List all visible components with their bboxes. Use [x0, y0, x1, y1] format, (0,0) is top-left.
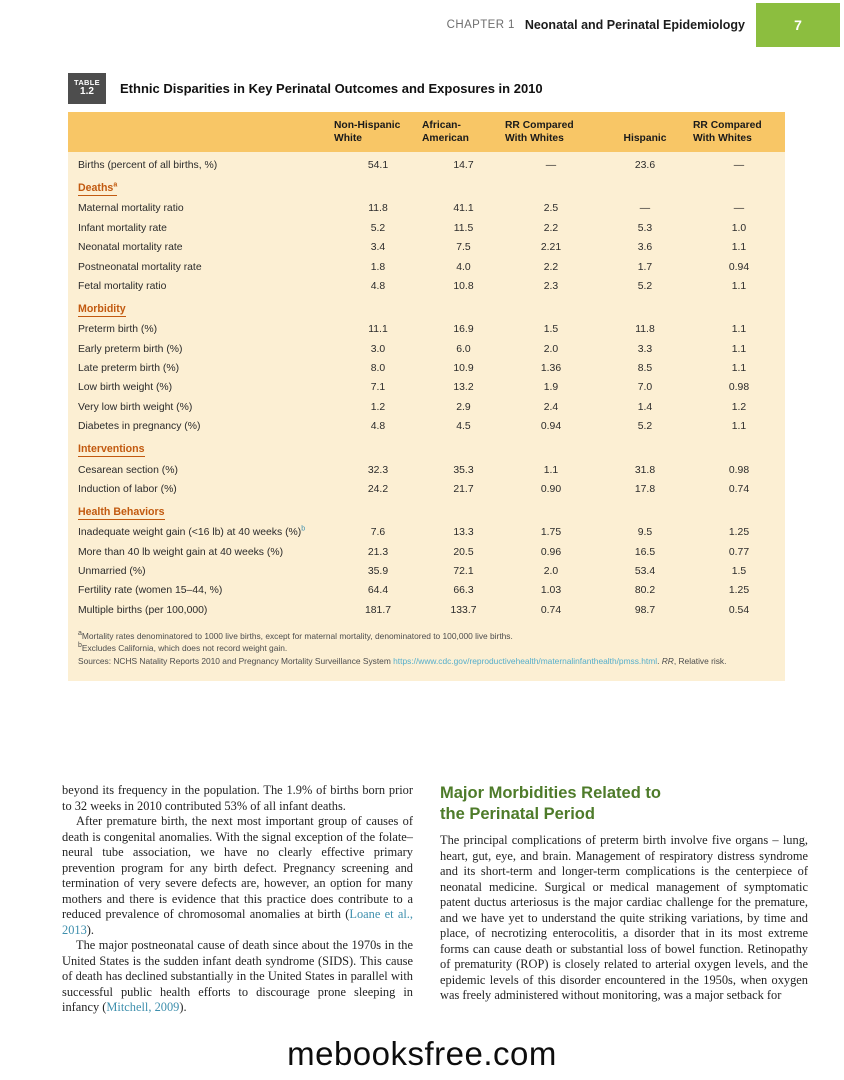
cell-value: 10.9: [453, 363, 474, 374]
cell-value: 35.3: [453, 464, 474, 476]
cell-value: 1.1: [731, 343, 747, 355]
cell-value: 20.5: [453, 546, 474, 558]
citation-link[interactable]: Mitchell, 2009: [106, 1000, 180, 1014]
text-run: After premature birth, the next most important group of causes of death is congenital anomalies. With the signal exception of the folate–neural tube association, we have no clearly effective primary prevention program for any birth defect. Pregnancy screening and termination of very severe defects are, however, an option for many mothers and there is evidence that this practice does contribute to a reduced prevalence of chromosomal anomalies at birth (: [62, 814, 413, 921]
footnote: $^a$Mortality rates denominatored to 1000 live births, except for maternal mortality, denominatored to 100,000 live births.: [78, 630, 513, 641]
cell-value: 0.77: [728, 546, 750, 558]
cell-value: 133.7: [450, 604, 477, 616]
cell-value: 11.8: [635, 324, 655, 336]
source-link[interactable]: https://www.cdc.gov/reproductivehealth/maternalinfanthealth/pmss.html: [393, 655, 658, 666]
cell-value: 16.5: [634, 546, 656, 558]
cell-value: 10.8: [453, 280, 474, 292]
column-header-label: Non-Hispanic White: [334, 120, 401, 145]
cell-value: 72.1: [453, 566, 474, 577]
cell-value: 8.5: [637, 363, 653, 374]
cell-value: 1.1: [731, 242, 747, 254]
table-row: [68, 581, 785, 600]
section-cell: [68, 175, 785, 199]
row-label: Fertility rate (women 15–44, %): [78, 585, 223, 597]
column-header: [505, 112, 597, 152]
column-header: [422, 112, 505, 152]
cell-value: 0.94: [728, 261, 750, 273]
table-1-2: [68, 73, 785, 681]
table-row: [68, 359, 785, 378]
cell-value: —: [545, 160, 557, 171]
table-row: [68, 417, 785, 436]
text-run: Excludes California, which does not record weight gain.: [81, 643, 288, 654]
cell-value: 64.4: [367, 585, 389, 597]
cell-value: 11.8: [368, 203, 388, 215]
column-header-label: RR Compared With Whites: [693, 120, 762, 145]
cell-value: 0.74: [540, 604, 562, 616]
paragraph: [62, 938, 413, 1016]
row-label: Late preterm birth (%): [78, 363, 180, 374]
table-band: [68, 112, 785, 681]
row-label: Births (percent of all births, %): [78, 160, 218, 171]
paragraph: [440, 833, 808, 1004]
cell-value: —: [733, 160, 745, 171]
cell-value: 21.7: [453, 483, 474, 495]
chapter-label: CHAPTER 1: [446, 19, 515, 31]
cell-value: 0.96: [540, 546, 562, 558]
cell-value: 5.2: [370, 222, 386, 234]
table-body: [68, 152, 785, 620]
table-row: [68, 378, 785, 397]
cell-value: 0.98: [728, 382, 750, 394]
cell-value: 21.3: [367, 546, 389, 558]
cell-value: 1.7: [637, 261, 653, 273]
paragraph: [62, 814, 413, 938]
cell-value: 5.3: [637, 222, 653, 234]
cell-value: 4.8: [370, 280, 386, 292]
cell-value: 1.36: [540, 363, 562, 374]
footnote: $^b$Excludes California, which does not record weight gain.: [78, 642, 288, 654]
cell-value: 1.2: [370, 401, 386, 413]
table-row: [68, 601, 785, 620]
cell-value: 4.5: [456, 421, 471, 433]
column-header: [334, 112, 422, 152]
cell-value: 3.3: [637, 343, 653, 355]
section-title-line: Major Morbidities Related to: [440, 784, 661, 802]
row-label: Induction of labor (%): [78, 483, 177, 495]
cell-value: 2.5: [543, 203, 559, 215]
body-columns: [62, 783, 808, 1016]
row-label: Unmarried (%): [78, 566, 146, 577]
cell-value: 13.2: [453, 382, 474, 394]
table-row: [68, 219, 785, 238]
row-label: Low birth weight (%): [78, 382, 173, 394]
cell-value: 24.2: [367, 483, 389, 495]
text-run: Sources: NCHS Natality Reports 2010 and Pregnancy Mortality Surveillance System: [78, 655, 394, 666]
cell-value: 4.8: [370, 421, 386, 433]
section-cell: [68, 296, 785, 320]
cell-value: 7.1: [370, 382, 386, 394]
cell-value: 1.9: [543, 382, 559, 394]
cell-value: 0.98: [728, 464, 750, 476]
cell-value: 1.8: [370, 261, 386, 273]
cell-value: 1.4: [637, 401, 653, 413]
cell-value: 1.75: [540, 527, 562, 539]
cell-value: 1.5: [731, 566, 747, 577]
cell-value: 1.1: [731, 421, 747, 433]
cell-value: 35.9: [367, 566, 389, 577]
section-heading: Morbidity: [78, 303, 126, 316]
table-header-row: [68, 112, 785, 152]
table-caption: [68, 73, 785, 104]
cell-value: —: [733, 203, 745, 215]
row-label: Fetal mortality ratio: [78, 280, 167, 292]
row-label: More than 40 lb weight gain at 40 weeks (%): [78, 546, 284, 558]
cell-value: 2.9: [456, 401, 471, 413]
row-label: Postneonatal mortality rate: [78, 261, 202, 273]
cell-value: 11.5: [453, 222, 474, 234]
cell-value: —: [639, 203, 651, 215]
column-header-label: RR Compared With Whites: [505, 120, 574, 145]
cell-value: 13.3: [453, 527, 474, 539]
cell-value: 80.2: [634, 585, 656, 597]
cell-value: 31.8: [634, 464, 656, 476]
table-row: [68, 238, 785, 257]
cell-value: 0.94: [540, 421, 562, 433]
column-header: [597, 112, 693, 152]
table-badge: [68, 73, 106, 104]
table-row: [68, 152, 785, 175]
cell-value: 16.9: [453, 324, 474, 336]
cell-value: 2.2: [543, 261, 559, 273]
cell-value: 3.0: [370, 343, 386, 355]
row-label: Infant mortality rate: [78, 222, 167, 234]
cell-value: 23.6: [634, 160, 656, 171]
table-section-row: [68, 296, 785, 320]
section-heading: Health Behaviors: [78, 506, 165, 519]
column-header-label: African-American: [422, 120, 469, 145]
cell-value: 1.1: [731, 363, 747, 374]
table-row: [68, 277, 785, 296]
row-label: Cesarean section (%): [78, 464, 178, 476]
cell-value: 1.1: [543, 464, 559, 476]
text-run: , Relative risk.: [673, 655, 727, 666]
chapter-title: Neonatal and Perinatal Epidemiology: [524, 18, 745, 32]
cell-value: 1.5: [543, 324, 559, 336]
section-heading: Interventions: [78, 443, 145, 456]
cell-value: 1.2: [731, 401, 747, 413]
table-badge-word: TABLE: [74, 78, 100, 88]
page-number: 7: [794, 17, 802, 33]
cell-value: 3.4: [370, 242, 386, 254]
watermark: mebooksfree.com: [287, 1035, 557, 1072]
row-label: Early preterm birth (%): [78, 343, 183, 355]
data-table: [68, 112, 785, 620]
row-label: Multiple births (per 100,000): [78, 604, 208, 616]
section-title: [440, 783, 808, 824]
cell-value: 4.0: [456, 261, 471, 273]
table-row: [68, 523, 785, 542]
table-section-row: [68, 499, 785, 523]
row-label-header: [68, 112, 334, 152]
section-cell: [68, 499, 785, 523]
text-run: The major postneonatal cause of death since about the 1970s in the United States is the sudden infant death syndrome (SIDS). This cause of death has declined substantially in the United States in parallel with successful public health efforts to discourage prone sleeping in infancy (: [62, 938, 413, 1014]
cell-value: 3.6: [637, 242, 653, 254]
cell-value: 1.03: [540, 585, 562, 597]
table-row: [68, 460, 785, 479]
text-run: Mortality rates denominatored to 1000 live births, except for maternal mortality, denominatored to 100,000 live births.: [81, 630, 513, 641]
table-title: Ethnic Disparities in Key Perinatal Outcomes and Exposures in 2010: [120, 81, 543, 96]
right-column-text: [440, 833, 808, 1004]
cell-value: 1.25: [728, 585, 750, 597]
cell-value: 7.5: [456, 242, 471, 254]
row-label: Diabetes in pregnancy (%): [78, 421, 201, 433]
cell-value: 1.25: [728, 527, 750, 539]
section-heading: Deaths$^a$: [78, 181, 118, 195]
text-run: The principal complications of preterm birth involve five organs – lung, heart, gut, eye, and brain. Management of respiratory distress syndrome and its short-term and longer-term complications is the centerpiece of neonatal medicine. Surgical or medical management of symptomatic patent ductus arteriosus is the major cardiac challenge for the premature, and we have yet to understand the quite striking variations, by time and place, of necrotizing enterocolitis, a disorder that in its most extreme forms can cause death or substantial loss of bowel function. Retinopathy of prematurity (ROP) is closely related to arterial oxygen levels, and the epidemic levels of this disorder encountered in the 1950s, when oxygen was freely administered without monitoring, was a major setback for: [440, 833, 808, 1002]
table-section-row: [68, 175, 785, 199]
cell-value: 2.4: [543, 401, 559, 413]
cell-value: 5.2: [637, 280, 653, 292]
cell-value: 2.0: [543, 566, 559, 577]
section-title-line: the Perinatal Period: [440, 804, 595, 823]
page-header: [0, 0, 844, 50]
cell-value: 1.1: [731, 280, 747, 292]
cell-value: 32.3: [367, 464, 389, 476]
cell-value: 11.1: [368, 324, 388, 336]
cell-value: 53.4: [634, 566, 656, 577]
column-header: [693, 112, 785, 152]
text-run: beyond its frequency in the population. The 1.9% of births born prior to 32 weeks in 2010 contributed 53% of all infant deaths.: [62, 783, 413, 813]
cell-value: 9.5: [637, 527, 653, 539]
cell-value: 54.1: [367, 160, 389, 171]
right-column: [440, 783, 808, 1016]
cell-value: 7.0: [637, 382, 653, 394]
cell-value: 181.7: [364, 604, 391, 616]
citation-link[interactable]: Loane et al., 2013: [62, 907, 413, 937]
section-cell: [68, 436, 785, 460]
left-column: [62, 783, 413, 1016]
cell-value: 8.0: [370, 363, 386, 374]
row-label: Preterm birth (%): [78, 324, 158, 336]
table-row: [68, 199, 785, 218]
cell-value: 17.8: [634, 483, 656, 495]
text-run: .: [657, 655, 662, 666]
table-row: [68, 398, 785, 417]
cell-value: 0.54: [728, 604, 750, 616]
table-footnotes: [68, 620, 785, 667]
cell-value: 6.0: [456, 343, 471, 355]
footnote: [78, 655, 785, 667]
table-row: [68, 480, 785, 499]
cell-value: 5.2: [637, 421, 653, 433]
cell-value: 2.3: [543, 280, 559, 292]
cell-value: 7.6: [370, 527, 386, 539]
table-head: [68, 112, 785, 152]
row-label: Maternal mortality ratio: [78, 203, 184, 215]
page-number-badge: [756, 3, 840, 47]
text-run: ).: [86, 922, 95, 937]
table-row: [68, 562, 785, 581]
cell-value: 66.3: [453, 585, 474, 597]
table-section-row: [68, 436, 785, 460]
cell-value: 0.74: [728, 483, 750, 495]
paragraph: [62, 783, 413, 814]
table-row: [68, 339, 785, 358]
row-label: Inadequate weight gain (<16 lb) at 40 weeks (%)$^b$: [78, 525, 306, 539]
text-run: ).: [179, 1000, 187, 1014]
table-row: [68, 257, 785, 276]
table-row: [68, 542, 785, 561]
cell-value: 1.0: [731, 222, 747, 234]
cell-value: 0.90: [540, 483, 562, 495]
text-run: RR: [661, 655, 674, 666]
cell-value: 41.1: [453, 203, 474, 215]
table-row: [68, 320, 785, 339]
cell-value: 2.2: [543, 222, 559, 234]
cell-value: 1.1: [731, 324, 747, 336]
row-label: Very low birth weight (%): [78, 401, 193, 413]
column-header-label: Hispanic: [623, 133, 667, 145]
running-head: [447, 0, 745, 50]
row-label: Neonatal mortality rate: [78, 242, 183, 254]
cell-value: 98.7: [634, 604, 656, 616]
cell-value: 2.0: [543, 343, 559, 355]
cell-value: 2.21: [540, 242, 562, 254]
cell-value: 14.7: [453, 160, 474, 171]
table-badge-number: 1.2: [80, 86, 94, 98]
